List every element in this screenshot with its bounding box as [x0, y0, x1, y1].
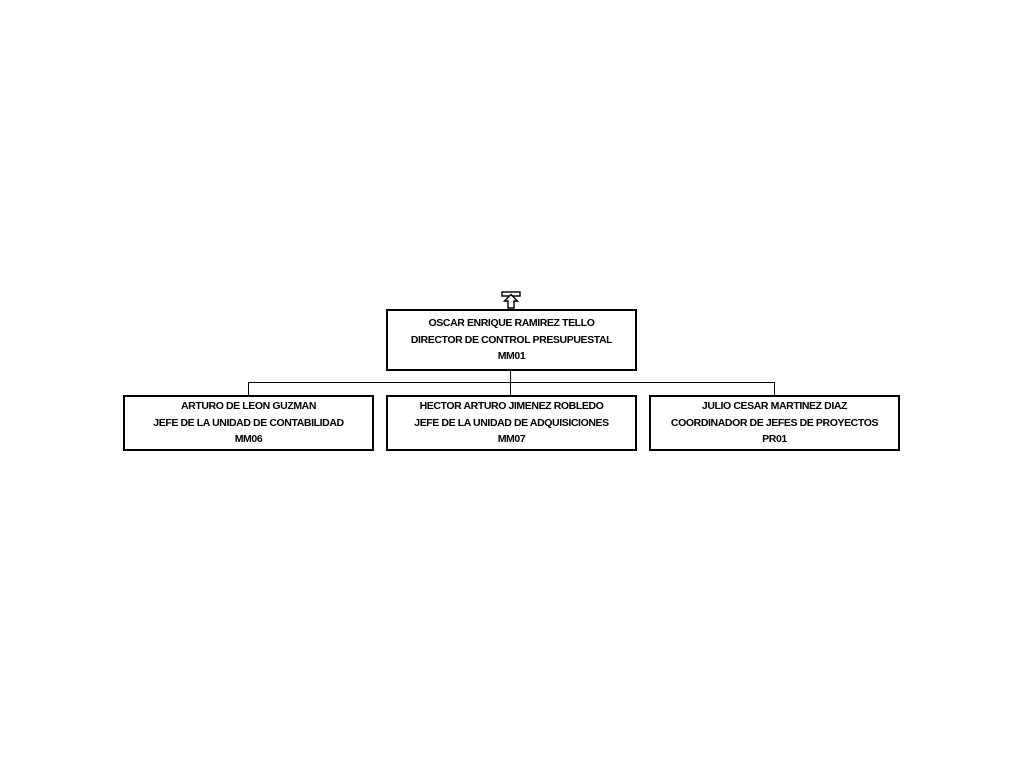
connector-drop-adquisiciones — [510, 382, 511, 395]
node-code: MM07 — [497, 433, 526, 446]
connector-drop-contabilidad — [248, 382, 249, 395]
node-name: OSCAR ENRIQUE RAMIREZ TELLO — [428, 317, 595, 330]
node-name: HECTOR ARTURO JIMENEZ ROBLEDO — [419, 400, 604, 413]
node-code: PR01 — [762, 433, 787, 446]
node-code: MM06 — [234, 433, 263, 446]
connector-horizontal-bar — [248, 382, 775, 383]
org-node-adquisiciones[interactable] — [386, 395, 637, 451]
node-title: JEFE DE LA UNIDAD DE CONTABILIDAD — [153, 416, 344, 429]
node-title: DIRECTOR DE CONTROL PRESUPUESTAL — [410, 333, 613, 346]
connector-drop-proyectos — [774, 382, 775, 395]
org-node-proyectos[interactable] — [649, 395, 900, 451]
node-name: ARTURO DE LEON GUZMAN — [180, 400, 317, 413]
org-node-contabilidad[interactable] — [123, 395, 374, 451]
up-arrow-icon[interactable] — [501, 291, 521, 309]
node-title: COORDINADOR DE JEFES DE PROYECTOS — [670, 416, 879, 429]
node-code: MM01 — [497, 350, 526, 363]
node-title: JEFE DE LA UNIDAD DE ADQUISICIONES — [414, 416, 609, 429]
node-name: JULIO CESAR MARTINEZ DIAZ — [701, 400, 848, 413]
org-node-director[interactable] — [386, 309, 637, 371]
